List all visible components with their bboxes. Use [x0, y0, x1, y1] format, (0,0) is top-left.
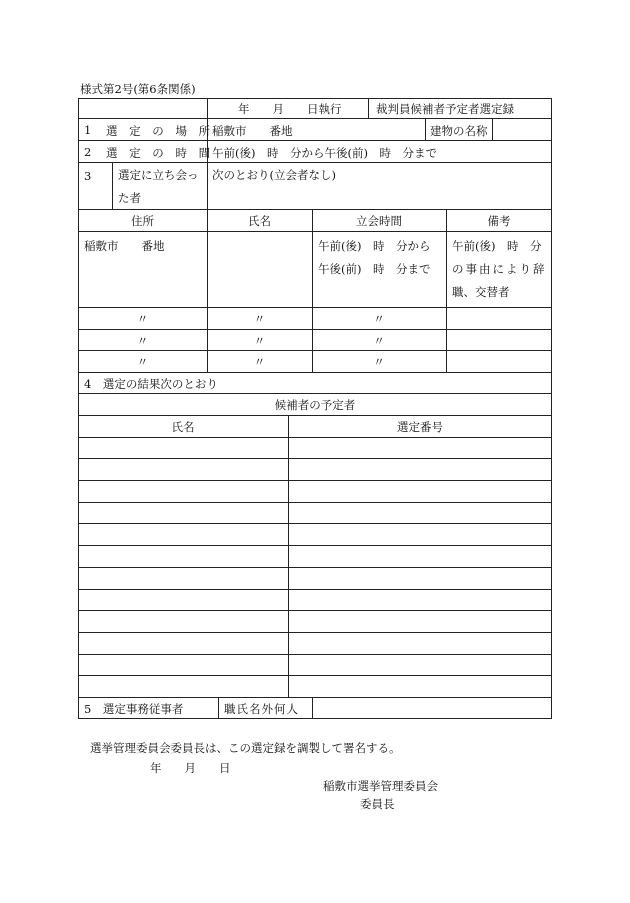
attendee-address: 稲敷市 番地	[84, 239, 165, 253]
selection-number-header: 選定番号	[397, 420, 443, 434]
form-number: 様式第2号(第6条関係)	[80, 82, 196, 96]
col-remarks-header: 備考	[487, 214, 511, 228]
row3-number: 3	[84, 169, 92, 183]
committee-name: 稲敷市選挙管理委員会	[323, 779, 438, 793]
building-name-label: 建物の名称	[430, 124, 488, 138]
attendee-remark-line3: 職、交替者	[452, 285, 510, 299]
document-title: 裁判員候補者予定者選定録	[376, 102, 514, 116]
ditto-mark: 〃	[136, 312, 149, 326]
col-time-header: 立会時間	[356, 214, 402, 228]
attendee-remark-line2: の事由により辞	[452, 262, 547, 276]
ditto-mark: 〃	[253, 312, 266, 326]
attendees-note: 次のとおり(立会者なし)	[212, 168, 336, 182]
candidate-name-header: 氏名	[171, 420, 195, 434]
ditto-mark: 〃	[373, 312, 385, 326]
result-heading: 4 選定の結果次のとおり	[84, 377, 218, 391]
ditto-mark: 〃	[373, 355, 385, 369]
attendee-remark-line1: 午前(後) 時 分	[452, 239, 542, 253]
selection-place: 稲敷市 番地	[212, 124, 293, 138]
ditto-mark: 〃	[253, 334, 266, 348]
staff-label: 5 選定事務従事者	[84, 702, 184, 716]
ditto-mark: 〃	[373, 334, 385, 348]
attendee-time-to: 午後(前) 時 分まで	[318, 262, 431, 276]
closing-statement: 選挙管理委員会委員長は、この選定録を調製して署名する。	[90, 741, 401, 755]
row2-label: 選 定 の 時 間	[106, 146, 215, 160]
staff-sublabel: 職氏名外何人	[224, 702, 299, 716]
attendee-time-from: 午前(後) 時 分から	[318, 239, 431, 253]
row3-label-line2: た者	[118, 191, 141, 205]
col-name-header: 氏名	[248, 214, 271, 228]
ditto-mark: 〃	[253, 355, 266, 369]
row1-number: 1	[84, 123, 92, 137]
selection-time: 午前(後) 時 分から午後(前) 時 分まで	[212, 146, 437, 160]
row3-label-line1: 選定に立ち会っ	[118, 168, 199, 182]
candidates-subheading: 候補者の予定者	[274, 398, 356, 412]
ditto-mark: 〃	[136, 334, 149, 348]
signing-date: 年 月 日	[150, 761, 231, 775]
execution-date: 年 月 日執行	[238, 102, 342, 116]
row2-number: 2	[84, 145, 92, 159]
chairperson-title: 委員長	[360, 797, 395, 811]
col-address-header: 住所	[131, 214, 154, 228]
row1-label: 選 定 の 場 所	[106, 124, 215, 138]
ditto-mark: 〃	[136, 355, 149, 369]
